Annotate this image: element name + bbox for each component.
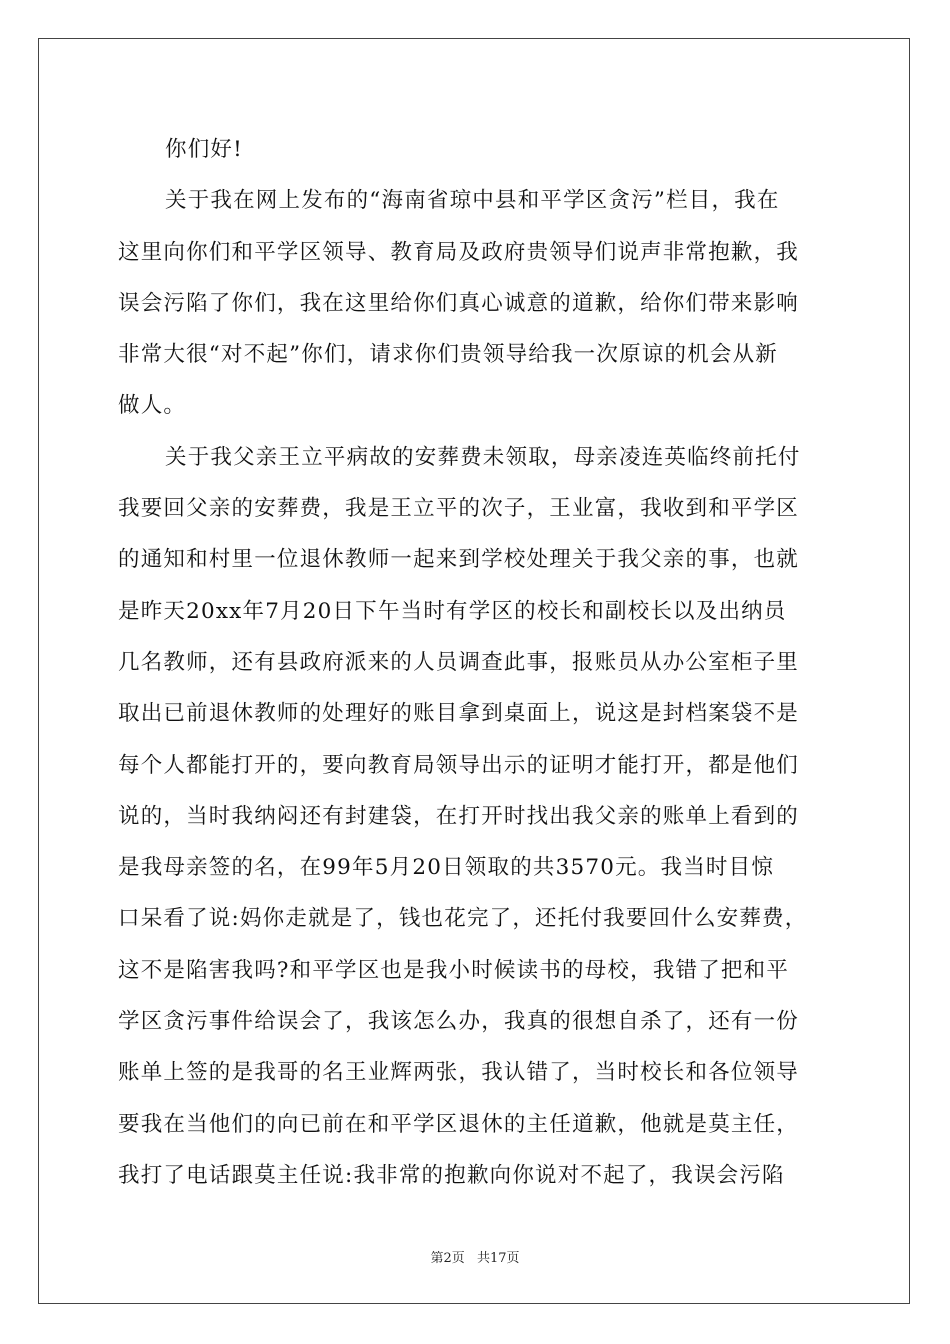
text-line: 要我在当他们的向已前在和平学区退休的主任道歉，他就是莫主任， (118, 1111, 800, 1137)
text-line: 口呆看了说:妈你走就是了，钱也花完了，还托付我要回什么安葬费， (118, 906, 808, 932)
text-line: 说的，当时我纳闷还有封建袋，在打开时找出我父亲的账单上看到的 (118, 803, 800, 829)
text-line: 几名教师，还有县政府派来的人员调查此事，报账员从办公室柜子里 (118, 649, 800, 675)
text-line: 我打了电话跟莫主任说:我非常的抱歉向你说对不起了，我误会污陷 (118, 1162, 785, 1188)
page-footer (0, 1247, 950, 1266)
text-line: 误会污陷了你们，我在这里给你们真心诚意的道歉，给你们带来影响 (118, 290, 800, 316)
page-number: 第2页 (430, 1251, 465, 1266)
text-line: 账单上签的是我哥的名王业辉两张，我认错了，当时校长和各位领导 (118, 1060, 800, 1086)
text-line: 每个人都能打开的，要向教育局领导出示的证明才能打开，都是他们 (118, 752, 800, 778)
text-line: 非常大很“对不起”你们，请求你们贵领导给我一次原谅的机会从新 (118, 342, 778, 368)
text-line: 你们好! (165, 137, 243, 162)
text-line: 是昨天20xx年7月20日下午当时有学区的校长和副校长以及出纳员 (118, 598, 787, 624)
text-line: 学区贪污事件给误会了，我该怎么办，我真的很想自杀了，还有一份 (118, 1009, 800, 1035)
text-line: 这不是陷害我吗?和平学区也是我小时候读书的母校，我错了把和平 (118, 957, 790, 983)
page-total: 共17页 (476, 1251, 520, 1266)
text-line: 是我母亲签的名，在99年5月20日领取的共3570元。我当时目惊 (118, 855, 775, 881)
text-line: 做人。 (118, 393, 187, 419)
text-line: 的通知和村里一位退休教师一起来到学校处理关于我父亲的事，也就 (118, 547, 800, 573)
text-line: 关于我父亲王立平病故的安葬费未领取，母亲凌连英临终前托付 (165, 444, 801, 470)
text-line: 取出已前退休教师的处理好的账目拿到桌面上，说这是封档案袋不是 (118, 701, 800, 727)
text-line: 关于我在网上发布的“海南省琼中县和平学区贪污”栏目，我在 (165, 188, 780, 214)
text-line: 我要回父亲的安葬费，我是王立平的次子，王业富，我收到和平学区 (118, 496, 800, 522)
text-line: 这里向你们和平学区领导、教育局及政府贵领导们说声非常抱歉，我 (118, 239, 800, 265)
letter-body (118, 124, 838, 1201)
